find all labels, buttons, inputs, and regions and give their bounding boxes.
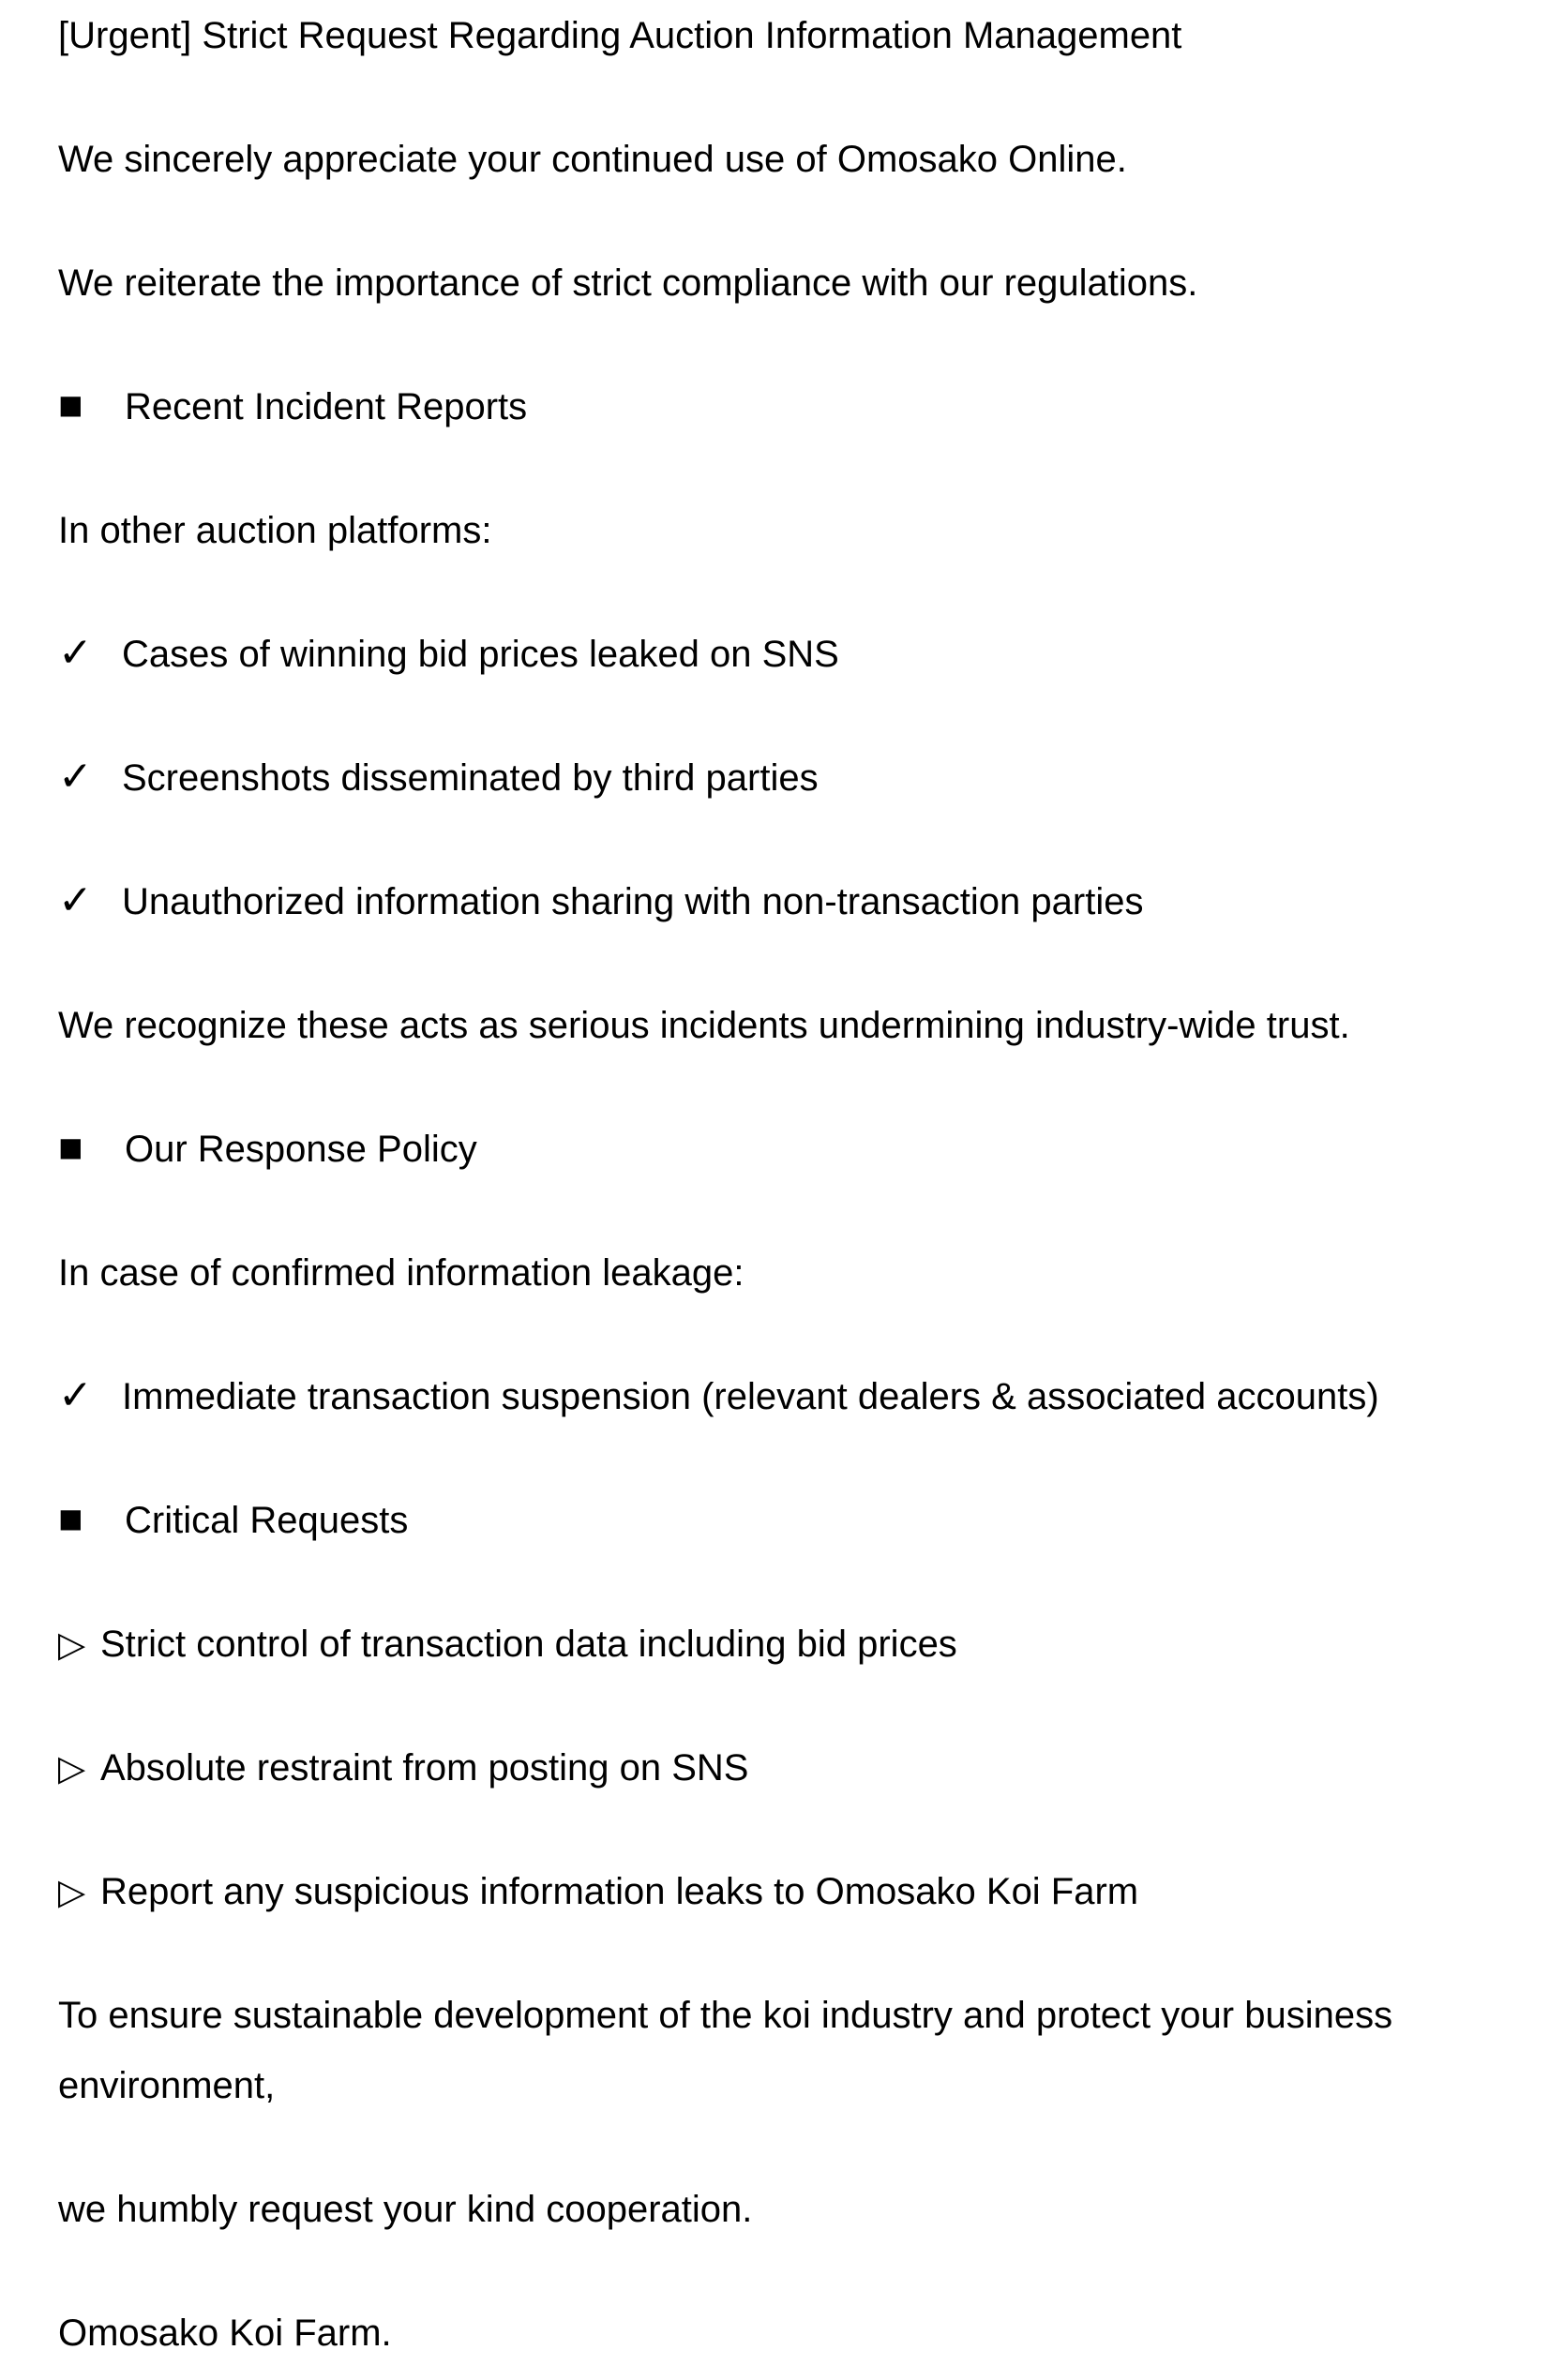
paragraph-greeting: We sincerely appreciate your continued use of Omosako Online. [58,139,1127,180]
checklist-item-suspension-label: Immediate transaction suspension (relevant dealers & associated accounts) [122,1376,1379,1417]
check-icon: ✓ [58,754,93,800]
paragraph-closing-line2: environment, [58,2065,276,2106]
checklist-item-bid-prices [58,620,1547,690]
paragraph-leakage-lead: In case of confirmed information leakage: [58,1252,744,1294]
paragraph-recognition: We recognize these acts as serious incidents undermining industry-wide trust. [58,1005,1350,1046]
request-item-sns-restraint [58,1733,1547,1804]
checklist-item-suspension [58,1362,1547,1432]
request-item-report-leaks-label: Report any suspicious information leaks to Omosako Koi Farm [100,1871,1139,1912]
checklist-item-screenshots-label: Screenshots disseminated by third parties [122,757,819,799]
black-square-icon: ■ [58,1125,83,1171]
section-heading-policy-label: Our Response Policy [125,1129,477,1170]
request-item-report-leaks [58,1857,1547,1927]
check-icon: ✓ [58,1372,93,1418]
checklist-item-screenshots [58,743,1547,814]
document-title: [Urgent] Strict Request Regarding Auction Information Management [58,15,1182,56]
triangle-icon: ▷ [58,1873,86,1912]
section-heading-requests [58,1486,1547,1556]
black-square-icon: ■ [58,1496,83,1542]
section-heading-policy [58,1115,1547,1185]
paragraph-platforms-lead: In other auction platforms: [58,510,492,551]
signature: Omosako Koi Farm. [58,2313,392,2354]
paragraph-closing-line1: To ensure sustainable development of the koi industry and protect your business [58,1995,1393,2036]
triangle-icon: ▷ [58,1625,86,1665]
checklist-item-unauthorized-sharing [58,867,1547,937]
section-heading-incidents [58,372,1547,442]
paragraph-reiteration: We reiterate the importance of strict compliance with our regulations. [58,262,1198,304]
triangle-icon: ▷ [58,1749,86,1789]
black-square-icon: ■ [58,382,83,428]
request-item-sns-restraint-label: Absolute restraint from posting on SNS [100,1747,749,1789]
section-heading-requests-label: Critical Requests [125,1500,409,1541]
section-heading-incidents-label: Recent Incident Reports [125,386,528,427]
check-icon: ✓ [58,877,93,923]
checklist-item-bid-prices-label: Cases of winning bid prices leaked on SNS [122,634,839,675]
checklist-item-unauthorized-sharing-label: Unauthorized information sharing with non-transaction parties [122,881,1144,922]
request-item-data-control-label: Strict control of transaction data including bid prices [100,1624,957,1665]
paragraph-cooperation: we humbly request your kind cooperation. [58,2189,753,2230]
check-icon: ✓ [58,630,93,676]
request-item-data-control [58,1609,1547,1680]
